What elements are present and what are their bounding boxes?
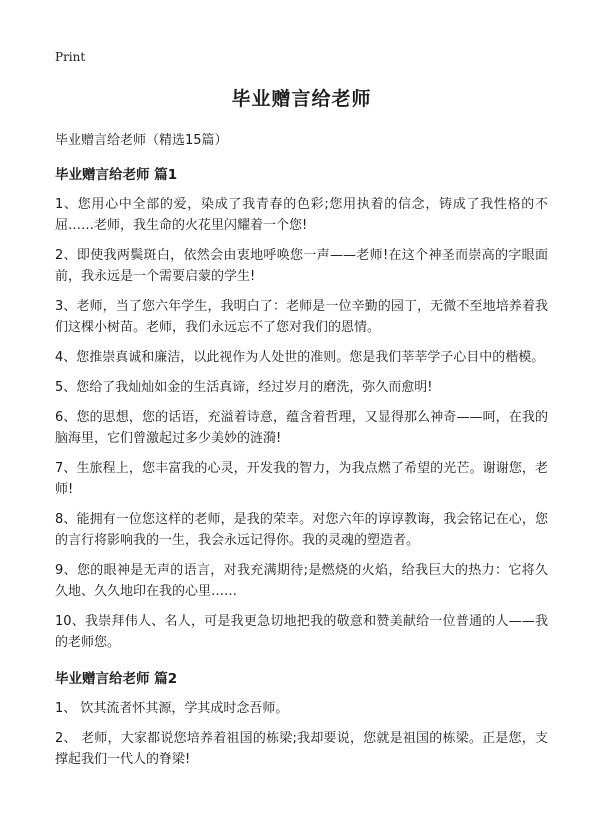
section-heading: 毕业赠言给老师 篇2 [55, 671, 178, 687]
section-heading: 毕业赠言给老师 篇1 [55, 167, 178, 183]
paragraph: 4、您推崇真诚和廉洁，以此视作为人处世的准则。您是我们莘莘学子心目中的楷模。 [55, 350, 545, 365]
print-link[interactable]: Print [55, 50, 86, 64]
paragraph: 7、生旅程上，您丰富我的心灵，开发我的智力，为我点燃了希望的光芒。谢谢您，老师! [55, 461, 548, 497]
paragraph: 3、老师，当了您六年学生，我明白了：老师是一位辛勤的园丁，无微不至地培养着我们这棵小树苗。老师，我们永远忘不了您对我们的恩情。 [55, 299, 548, 335]
paragraph: 6、您的思想，您的话语，充溢着诗意，蕴含着哲理，又显得那么神奇——呵，在我的脑海里，它们曾激起过多少美妙的涟漪! [55, 410, 548, 446]
document-subtitle: 毕业赠言给老师（精选15篇） [55, 133, 228, 148]
paragraph: 1、您用心中全部的爱，染成了我青春的色彩;您用执着的信念，铸成了我性格的不屈……老师，我生命的火花里闪耀着一个您! [55, 197, 548, 233]
paragraph: 9、您的眼神是无声的语言，对我充满期待;是燃烧的火焰，给我巨大的热力：它将久久地、久久地印在我的心里…… [55, 563, 548, 599]
paragraph: 2、即使我两鬓斑白，依然会由衷地呼唤您一声——老师!在这个神圣而崇高的字眼面前，我永远是一个需要启蒙的学生! [55, 248, 548, 284]
document-title: 毕业赠言给老师 [231, 88, 372, 110]
paragraph: 2、 老师，大家都说您培养着祖国的栋梁;我却要说，您就是祖国的栋梁。正是您，支撑起我们一代人的脊梁! [55, 731, 548, 767]
paragraph: 8、能拥有一位您这样的老师，是我的荣幸。对您六年的谆谆教诲，我会铭记在心，您的言行将影响我的一生，我会永远记得你。我的灵魂的塑造者。 [55, 512, 548, 548]
paragraph: 1、 饮其流者怀其源，学其成时念吾师。 [55, 701, 289, 716]
paragraph: 5、您给了我灿灿如金的生活真谛，经过岁月的磨洗，弥久而愈明! [55, 380, 433, 395]
paragraph: 10、我崇拜伟人、名人，可是我更急切地把我的敬意和赞美献给一位普通的人——我的老师您。 [55, 614, 548, 650]
section-1 [55, 163, 548, 653]
section-2 [55, 667, 548, 770]
